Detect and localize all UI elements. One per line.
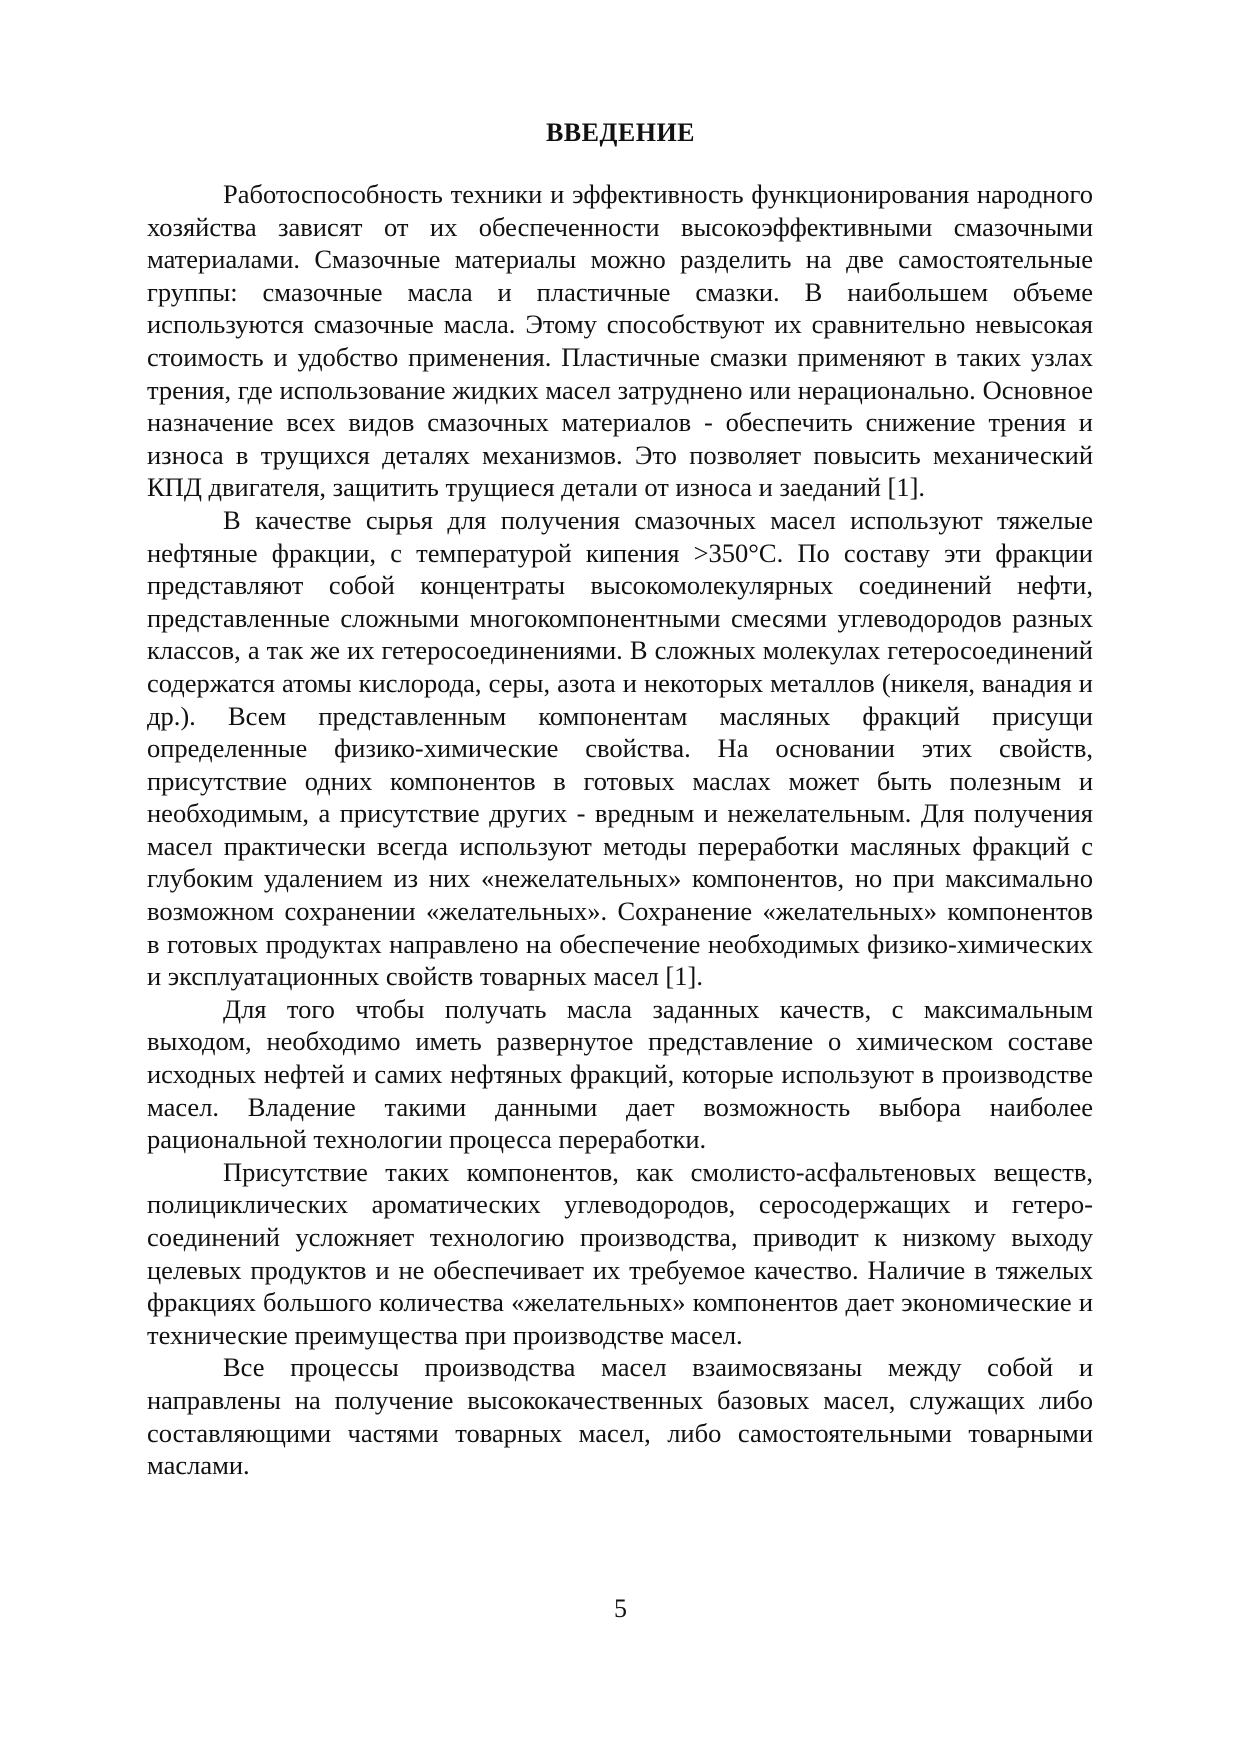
body-text (147, 178, 1093, 1482)
paragraph-2: В качестве сырья для получения смазочных масел используют тяжелые нефтяные фракции, с температурой кипения >350°С. По составу эти фракции представляют собой концентраты высокомолекулярных соединений нефти, представленные сложными многокомпонентными смесями углеводородов разных классов, а так же их гетеросоединениями. В сложных молекулах гетеросоединений содержатся атомы кислорода, серы, азота и некоторых металлов (никеля, ванадия и др.). Всем представленным компонентам масляных фракций присущи определенные физико-химические свойства. На основании этих свойств, присутствие одних компонентов в готовых маслах может быть полезным и необходимым, а присутствие других - вредным и нежелательным. Для получения масел практически всегда используют методы переработки масляных фракций с глубоким удалением из них «нежелательных» компонентов, но при максимально возможном сохранении «желательных». Сохранение «желательных» компонентов в готовых продуктах направлено на обеспечение необходимых физико-химических и эксплуатационных свойств товарных масел [1]. (147, 504, 1093, 992)
paragraph-3: Для того чтобы получать масла заданных качеств, с максимальным выходом, необходимо иметь развернутое представление о химическом составе исходных нефтей и самих нефтяных фракций, которые используют в производстве масел. Владение такими данными дает возможность выбора наиболее рациональной технологии процесса переработки. (147, 993, 1093, 1155)
paragraph-5: Все процессы производства масел взаимосвязаны между собой и направлены на получение высококачественных базовых масел, служащих либо составляющими частями товарных масел, либо самостоятельными товарными маслами. (147, 1352, 1093, 1481)
paragraph-1: Работоспособность техники и эффективность функционирования народного хозяйства зависят от их обеспеченности высокоэффективными смазочными материалами. Смазочные материалы можно разделить на две самостоятельные группы: смазочные масла и пластичные смазки. В наибольшем объеме используются смазочные масла. Этому способствуют их сравнительно невысокая стоимость и удобство применения. Пластичные смазки применяют в таких узлах трения, где использование жидких масел затруднено или нерационально. Основное назначение всех видов смазочных материалов - обеспечить снижение трения и износа в трущихся деталях механизмов. Это позволяет повысить механический КПД двигателя, защитить трущиеся детали от износа и заеданий [1]. (147, 179, 1093, 503)
page-number: 5 (614, 1594, 627, 1623)
section-heading: ВВЕДЕНИЕ (545, 118, 696, 147)
paragraph-4: Присутствие таких компонентов, как смолисто-асфальтеновых веществ, полициклических ароматических углеводородов, серосодержащих и гетеросоединений усложняет технологию производства, приводит к низкому выходу целевых продуктов и не обеспечивает их требуемое качество. Наличие в тяжелых фракциях большого количества «желательных» компонентов дает экономические и технические преимущества при производстве масел. (147, 1156, 1093, 1350)
